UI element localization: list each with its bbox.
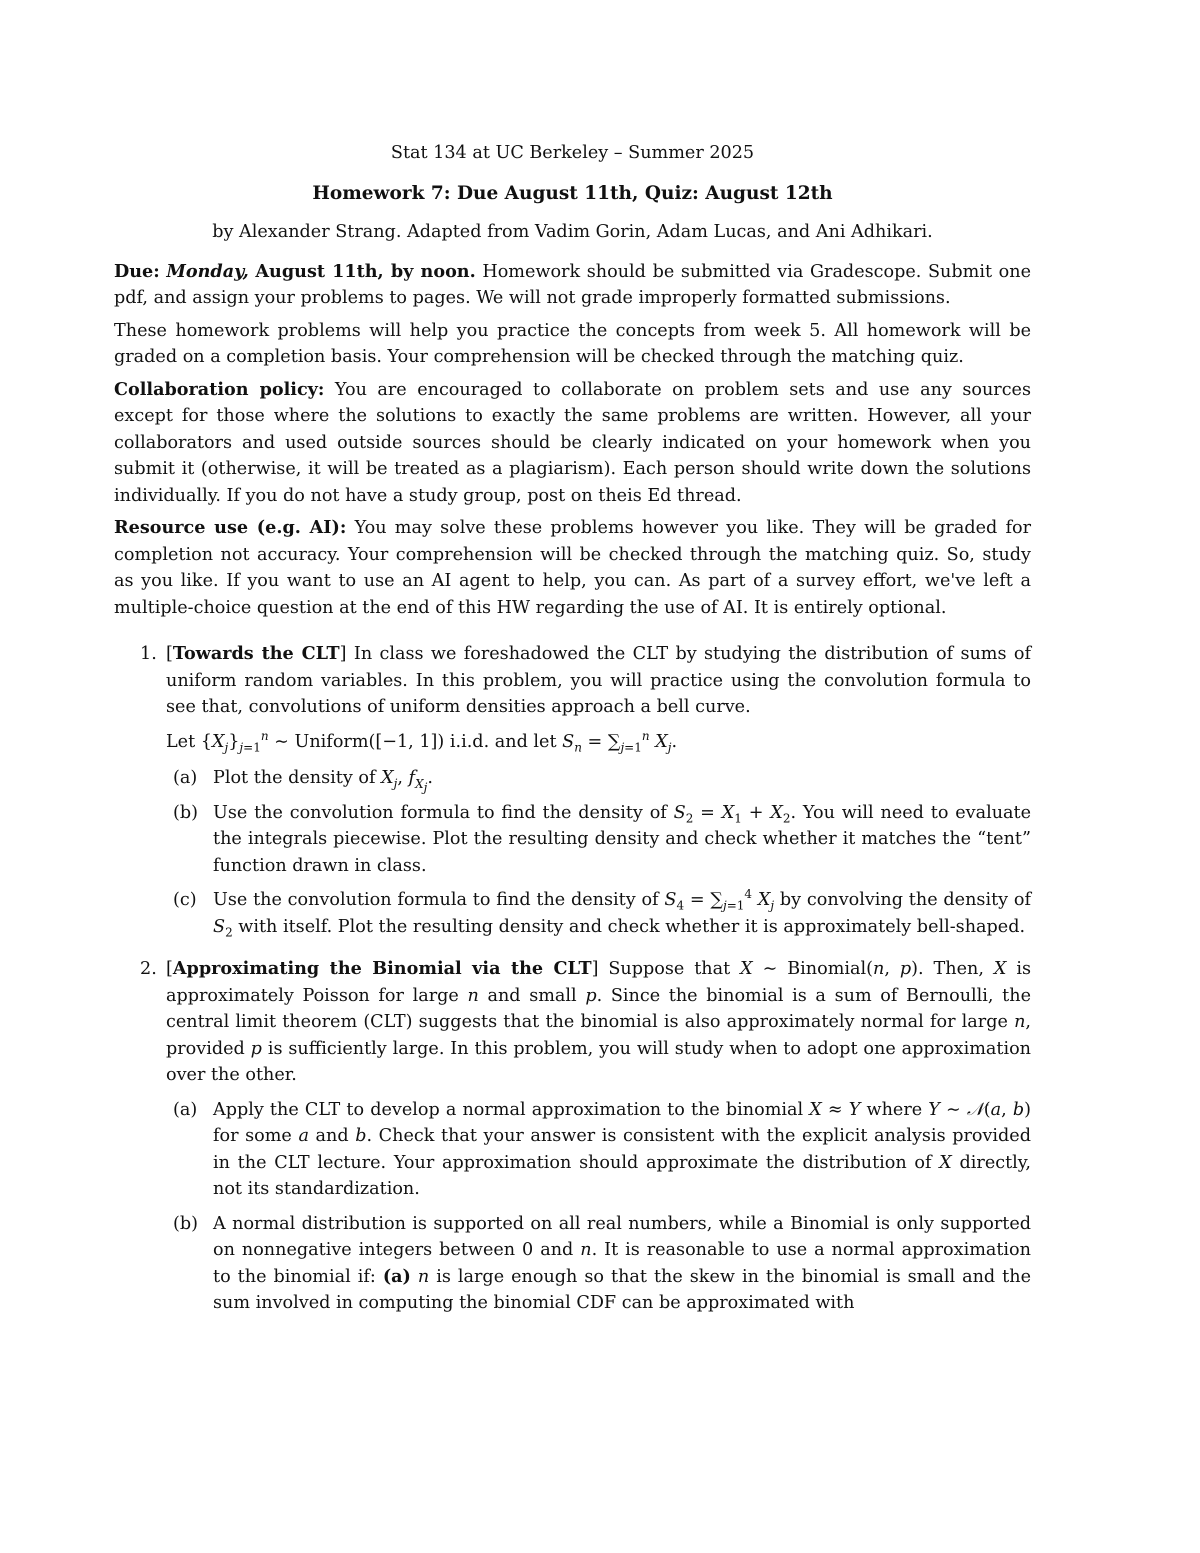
intro-paragraph: These homework problems will help you practice the concepts from week 5. All homework will be graded on a completion basis. Your comprehension will be checked through the matching quiz. <box>114 320 1031 367</box>
part-text: A normal distribution is supported on all real numbers, while a Binomial is only supported on nonnegative integers between 0 and n. It is reasonable to use a normal approximation to the binomial if: (a) n is large enough so that the skew in the binomial is small and the sum involved in computing the binomial CDF can be approximated with <box>213 1213 1031 1313</box>
part-list <box>166 1097 1031 1317</box>
part-text: Use the convolution formula to find the density of $S_4 = \sum_{j=1}^4$ $X_j$ by convolving the density of $S_2$ with itself. Plot the resulting density and check whether it is approximately bell-shaped. <box>213 887 1031 940</box>
part-label: (a) <box>173 768 198 788</box>
due-paragraph <box>114 259 1031 312</box>
collaboration-paragraph <box>114 377 1031 510</box>
part-label: (a) <box>173 1099 198 1120</box>
due-date: August 11th, by noon. <box>255 260 476 282</box>
page-title: Homework 7: Due August 11th, Quiz: August 12th <box>312 182 833 204</box>
part-label: (b) <box>173 1213 198 1234</box>
resource-text: You may solve these problems however you like. They will be graded for completion not accuracy. Your comprehension will be checked through the matching quiz. So, study as you like. If you want to use an AI agent to help, you can. As part of a survey effort, we've left a multiple-choice question at the end of this HW regarding the use of AI. It is entirely optional. <box>114 518 1031 618</box>
problem-setup: Let $\{X_j\}_{j=1}^n$ ∼ Uniform([−1, 1]) i.i.d. and let $S_n = \sum_{j=1}^n$ $X_j$. <box>166 728 678 755</box>
problem-intro: Suppose that X ∼ Binomial(n, p). Then, X is approximately Poisson for large n and small p. Since the binomial is a sum of Bernoulli, the central limit theorem (CLT) suggests that the binomial is also approximately normal for large n, provided p is sufficiently large. In this problem, you will study when to adopt one approximation over the other. <box>166 959 1032 1085</box>
author-line: by Alexander Strang. Adapted from Vadim Gorin, Adam Lucas, and Ani Adhikari. <box>212 222 933 242</box>
part-list <box>166 765 1031 940</box>
part-item <box>166 1211 1031 1317</box>
problem-title: Towards the CLT <box>172 643 340 664</box>
resource-label: Resource use (e.g. AI): <box>114 517 347 538</box>
collaboration-label: Collaboration policy: <box>114 378 325 400</box>
problem-item <box>114 641 1031 940</box>
resource-paragraph <box>114 515 1031 621</box>
problem-item <box>114 956 1031 1317</box>
part-item <box>166 800 1031 880</box>
part-label: (c) <box>173 890 197 910</box>
part-item <box>166 887 1031 940</box>
problem-list <box>114 641 1031 1317</box>
due-label: Due: <box>114 260 160 282</box>
part-label: (b) <box>173 802 198 823</box>
problem-number: 1. <box>140 644 157 664</box>
part-text: Use the convolution formula to find the density of $S_2 = X_1 + X_2$. You will need to evaluate the integrals piecewise. Plot the resulting density and check whether it matches the “tent” function drawn in class. <box>213 802 1032 876</box>
problem-body: [Approximating the Binomial via the CLT] Suppose that X ∼ Binomial(n, p). Then, X is approximately Poisson for large n and small p. Since the binomial is a sum of Bernoulli, the central limit theorem (CLT) suggests that the binomial is also approximately normal for large n, provided p is sufficiently large. In this problem, you will study when to adopt one approximation over the other. <box>166 958 1032 1085</box>
problem-body: [Towards the CLT] In class we foreshadowed the CLT by studying the distribution of sums of uniform random variables. In this problem, you will practice using the convolution formula to see that, convolutions of uniform densities approach a bell curve. <box>166 643 1031 717</box>
problem-title: Approximating the Binomial via the CLT <box>172 958 592 979</box>
due-day: Monday, <box>166 260 249 282</box>
course-heading: Stat 134 at UC Berkeley – Summer 2025 <box>390 143 755 163</box>
part-text: Plot the density of $X_j$, $f_{X_j}$. <box>213 768 433 794</box>
collaboration-text: You are encouraged to collaborate on problem sets and use any sources except for those where the solutions to exactly the same problems are written. However, all your collaborators and used outside sources should be clearly indicated on your homework when you submit it (otherwise, it will be treated as a plagiarism). Each person should write down the solutions individually. If you do not have a study group, post on theis Ed thread. <box>114 379 1031 506</box>
part-item <box>166 1097 1031 1203</box>
part-item <box>166 765 1031 792</box>
part-text: Apply the CLT to develop a normal approximation to the binomial X ≈ Y where Y ∼ 𝒩(a, b) for some a and b. Check that your answer is consistent with the explicit analysis provided in the CLT lecture. Your approximation should approximate the distribution of X directly, not its standardization. <box>213 1099 1031 1199</box>
homework-page <box>114 140 1031 1333</box>
due-text: Homework should be submitted via Gradescope. Submit one pdf, and assign your problems to pages. We will not grade improperly formatted submissions. <box>114 261 1031 308</box>
problem-intro: In class we foreshadowed the CLT by studying the distribution of sums of uniform random variables. In this problem, you will practice using the convolution formula to see that, convolutions of uniform densities approach a bell curve. <box>166 644 1031 717</box>
problem-number: 2. <box>140 959 157 979</box>
